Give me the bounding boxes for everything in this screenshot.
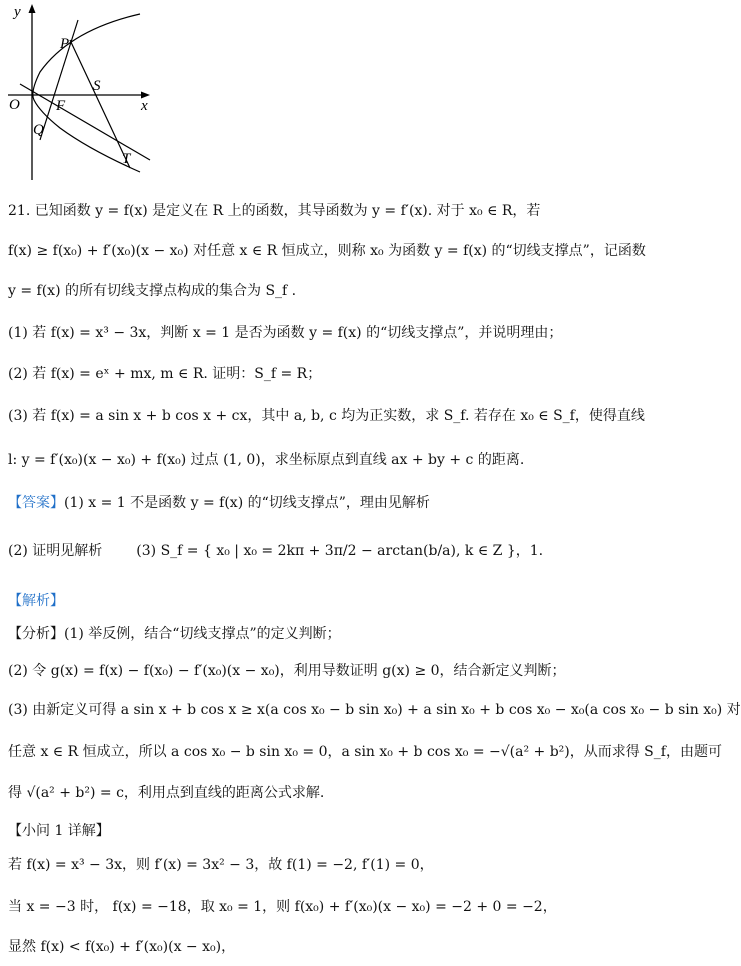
question-3-part-a: (3) 若 f(x) = a sin x + b cos x + cx，其中 a, b, c 均为正实数，求 S_f. 若存在 x₀ ∈ S_f，使得直线 <box>8 408 645 424</box>
problem-line-2: f(x) ≥ f(x₀) + f′(x₀)(x − x₀) 对任意 x ∈ R 恒成立，则称 x₀ 为函数 y = f(x) 的“切线支撑点”，记函数 <box>8 243 646 259</box>
answer-3: (3) S_f = { x₀ | x₀ = 2kπ + 3π/2 − arctan(b/a), k ∈ Z }，1. <box>136 543 544 559</box>
label-x: x <box>141 98 148 114</box>
answer-2-3-line <box>8 540 654 562</box>
detail-line-2: 当 x = −3 时， f(x) = −18，取 x₀ = 1，则 f(x₀) + f′(x₀)(x − x₀) = −2 + 0 = −2， <box>8 899 557 915</box>
label-t: T <box>122 151 131 167</box>
problem-line-3: y = f(x) 的所有切线支撑点构成的集合为 S_f . <box>8 283 297 299</box>
parabola-curve <box>33 14 140 172</box>
analysis-fenxi-line <box>8 623 654 645</box>
line-pt <box>70 40 130 168</box>
analysis-point-3-a: (3) 由新定义可得 a sin x + b cos x ≥ x(a cos x₀ − b sin x₀) + a sin x₀ + b cos x₀ − x₀(a cos x₀ − b sin x₀) 对 <box>8 702 741 718</box>
detail-line-1: 若 f(x) = x³ − 3x，则 f′(x) = 3x² − 3，故 f(1) = −2, f′(1) = 0， <box>8 857 434 873</box>
answer-2: (2) 证明见解析 <box>8 543 103 559</box>
question-2: (2) 若 f(x) = eˣ + mx, m ∈ R. 证明：S_f = R； <box>8 366 322 382</box>
label-s: S <box>93 78 101 94</box>
y-axis-arrow <box>29 4 36 13</box>
analysis-tag: 【解析】 <box>8 593 64 609</box>
label-q: Q <box>33 122 44 138</box>
problem-line-1: 21. 已知函数 y = f(x) 是定义在 R 上的函数，其导函数为 y = f′(x). 对于 x₀ ∈ R，若 <box>8 203 541 219</box>
label-o: O <box>9 97 20 113</box>
analysis-point-1: (1) 举反例，结合“切线支撑点”的定义判断； <box>64 626 341 642</box>
line-pq <box>40 20 78 140</box>
analysis-point-2: (2) 令 g(x) = f(x) − f(x₀) − f′(x₀)(x − x₀)，利用导数证明 g(x) ≥ 0，结合新定义判断； <box>8 663 566 679</box>
label-p: P <box>60 36 70 52</box>
question-3-part-b: l: y = f′(x₀)(x − x₀) + f(x₀) 过点 (1, 0)，求坐标原点到直线 ax + by + c 的距离. <box>8 452 525 468</box>
answer-tag: 【答案】 <box>8 495 64 511</box>
analysis-point-3-b: 任意 x ∈ R 恒成立，所以 a cos x₀ − b sin x₀ = 0，a sin x₀ + b cos x₀ = −√(a² + b²)，从而求得 S_f，由题可 <box>8 744 722 760</box>
detail-line-3: 显然 f(x) < f(x₀) + f′(x₀)(x − x₀)， <box>8 939 236 955</box>
analysis-heading <box>8 590 654 612</box>
answer-1-line <box>8 492 654 514</box>
label-y: y <box>14 4 21 20</box>
fenxi-tag: 【分析】 <box>8 626 64 642</box>
label-f: F <box>56 98 66 114</box>
question-1: (1) 若 f(x) = x³ − 3x，判断 x = 1 是否为函数 y = f(x) 的“切线支撑点”，并说明理由； <box>8 325 563 341</box>
detail-heading: 【小问 1 详解】 <box>8 823 110 839</box>
parabola-figure <box>0 0 180 185</box>
analysis-point-3-c: 得 √(a² + b²) = c，利用点到直线的距离公式求解. <box>8 785 325 801</box>
answer-1: (1) x = 1 不是函数 y = f(x) 的“切线支撑点”，理由见解析 <box>64 495 430 511</box>
